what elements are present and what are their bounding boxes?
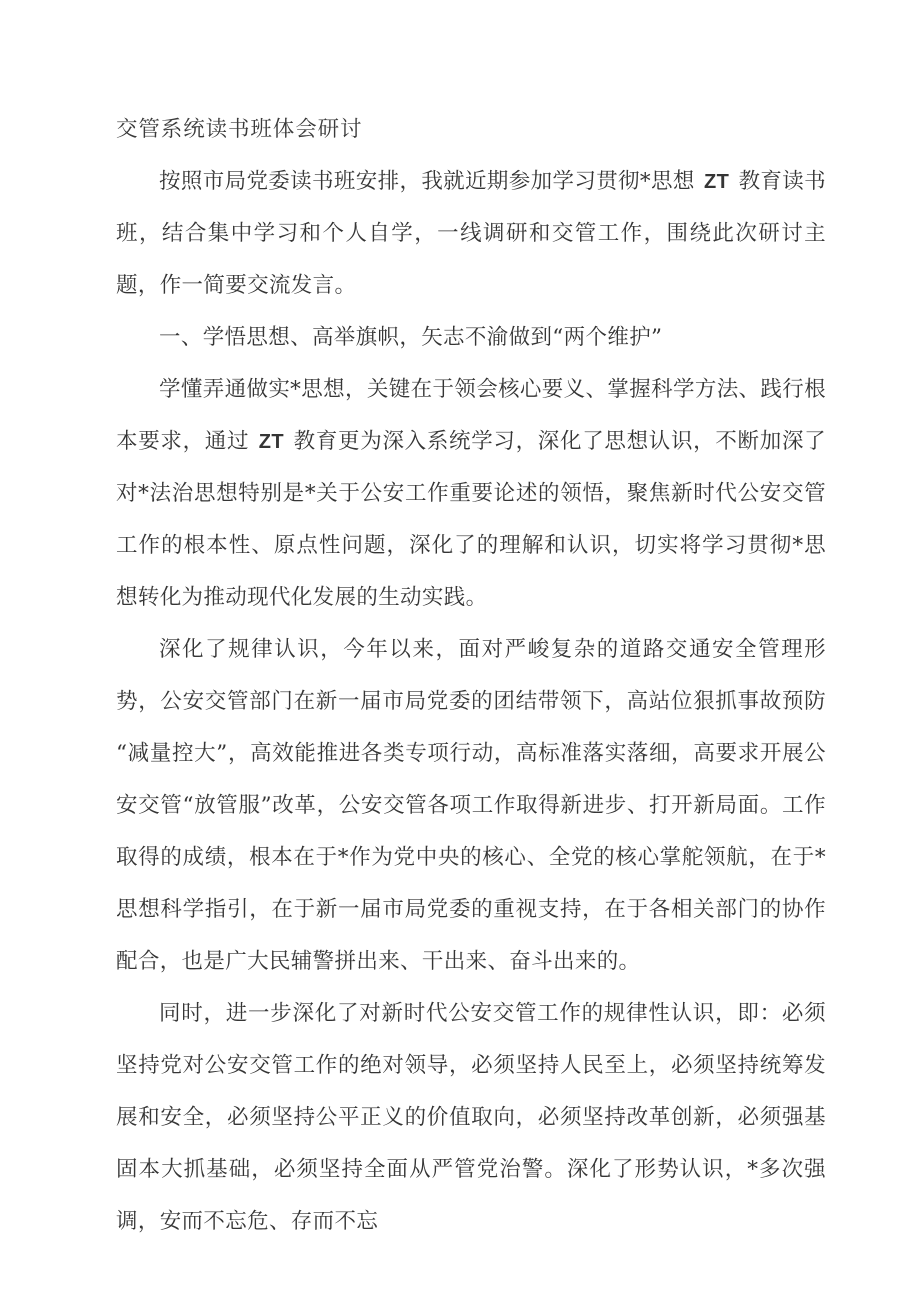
paragraph-thought-study: 学懂弄通做实*思想，关键在于领会核心要义、掌握科学方法、践行根本要求，通过 ZT 教育更为深入系统学习，深化了思想认识，不断加深了对*法治思想特别是*关于公安工作重要论述的领悟，聚焦新时代公安交管工作的根本性、原点性问题，深化了的理解和认识，切实将学习贯彻*思想转化为推动现代化发展的生动实践。 (116, 377, 826, 610)
latin-abbreviation: ZT (258, 431, 285, 453)
paragraph-law-recognition: 深化了规律认识，今年以来，面对严峻复杂的道路交通安全管理形势，公安交管部门在新一届市局党委的团结带领下，高站位狠抓事故预防“减量控大”，高效能推进各类专项行动，高标准落实落细，高要求开展公安交管“放管服”改革，公安交管各项工作取得新进步、打开新局面。工作取得的成绩，根本在于*作为党中央的核心、全党的核心掌舵领航，在于*思想科学指引，在于新一届市局党委的重视支持，在于各相关部门的协作配合，也是广大民辅警拼出来、干出来、奋斗出来的。 (116, 637, 826, 974)
latin-abbreviation: ZT (703, 171, 730, 193)
document-title: 交管系统读书班体会研讨 (116, 117, 363, 142)
section-heading-1: 一、学悟思想、高举旗帜，矢志不渝做到“两个维护” (159, 325, 663, 350)
document-body (116, 104, 826, 1248)
paragraph-regular-recognition: 同时，进一步深化了对新时代公安交管工作的规律性认识，即：必须坚持党对公安交管工作的绝对领导，必须坚持人民至上，必须坚持统筹发展和安全，必须坚持公平正义的价值取向，必须坚持改革创新，必须强基固本大抓基础，必须坚持全面从严管党治警。深化了形势认识，*多次强调，安而不忘危、存而不忘 (116, 1001, 826, 1234)
paragraph-intro: 按照市局党委读书班安排，我就近期参加学习贯彻*思想 ZT 教育读书班，结合集中学习和个人自学，一线调研和交管工作，围绕此次研讨主题，作一简要交流发言。 (116, 169, 826, 298)
